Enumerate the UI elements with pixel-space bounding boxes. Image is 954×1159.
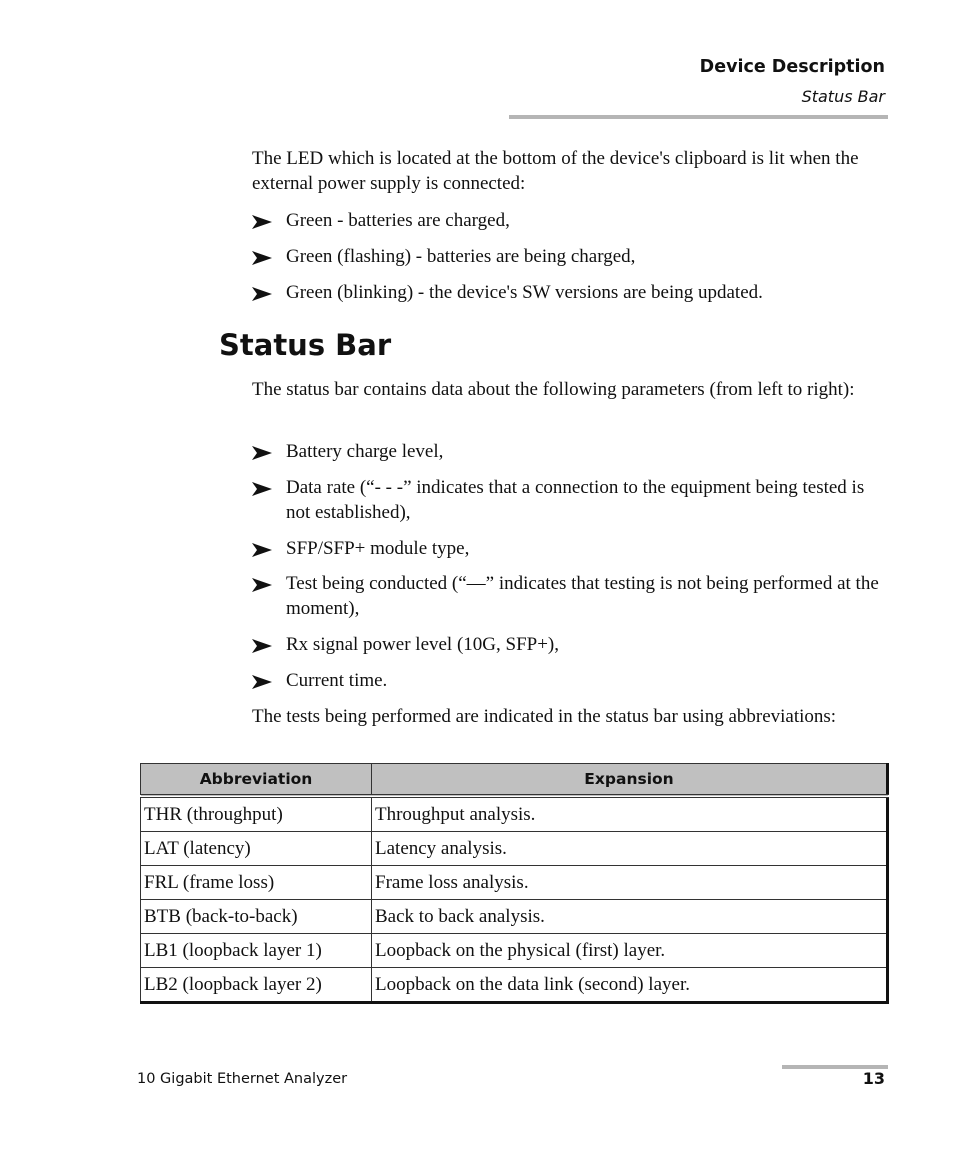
table-cell-abbreviation: LB2 (loopback layer 2) <box>141 968 372 1003</box>
table-row <box>141 900 888 934</box>
list-item <box>252 475 888 525</box>
arrow-bullet-icon <box>252 543 272 557</box>
list-item <box>252 280 888 305</box>
table-cell-expansion: Back to back analysis. <box>372 900 888 934</box>
table-cell-abbreviation: BTB (back-to-back) <box>141 900 372 934</box>
list-item <box>252 208 888 233</box>
table-cell-expansion: Latency analysis. <box>372 832 888 866</box>
column-header-expansion: Expansion <box>372 764 888 797</box>
list-item <box>252 244 888 269</box>
table-cell-abbreviation: LAT (latency) <box>141 832 372 866</box>
bullet-text: Battery charge level, <box>286 441 444 462</box>
table-intro-paragraph: The tests being performed are indicated in the status bar using abbreviations: <box>252 706 837 727</box>
table-header-row <box>141 764 888 797</box>
list-item <box>252 668 888 693</box>
bullet-text: Green (flashing) - batteries are being charged, <box>286 246 636 267</box>
list-item <box>252 632 888 657</box>
table-row <box>141 968 888 1003</box>
bullet-text: Test being conducted (“—” indicates that testing is not being performed at the moment), <box>286 573 879 619</box>
running-header-title: Device Description <box>699 57 885 77</box>
arrow-bullet-icon <box>252 639 272 653</box>
table-row <box>141 934 888 968</box>
arrow-bullet-icon <box>252 251 272 265</box>
arrow-bullet-icon <box>252 287 272 301</box>
bullet-text: SFP/SFP+ module type, <box>286 538 470 559</box>
running-header-subtitle: Status Bar <box>801 87 885 106</box>
bullet-text: Data rate (“- - -” indicates that a connection to the equipment being tested is not established), <box>286 477 865 523</box>
abbreviation-table <box>140 763 889 1004</box>
bullet-text: Green - batteries are charged, <box>286 210 510 231</box>
table-cell-abbreviation: FRL (frame loss) <box>141 866 372 900</box>
table-row <box>141 866 888 900</box>
arrow-bullet-icon <box>252 482 272 496</box>
arrow-bullet-icon <box>252 215 272 229</box>
bullet-text: Rx signal power level (10G, SFP+), <box>286 634 560 655</box>
table-row <box>141 832 888 866</box>
arrow-bullet-icon <box>252 675 272 689</box>
section-paragraph: The status bar contains data about the following parameters (from left to right): <box>252 379 855 400</box>
arrow-bullet-icon <box>252 446 272 460</box>
table-cell-expansion: Loopback on the physical (first) layer. <box>372 934 888 968</box>
footer-product-name: 10 Gigabit Ethernet Analyzer <box>137 1071 348 1087</box>
table-row <box>141 796 888 832</box>
intro-paragraph: The LED which is located at the bottom of the device's clipboard is lit when the external power supply is connected: <box>252 148 859 194</box>
table-cell-expansion: Loopback on the data link (second) layer. <box>372 968 888 1003</box>
list-item <box>252 439 888 464</box>
list-item <box>252 571 888 621</box>
list-item <box>252 536 888 561</box>
bullet-text: Green (blinking) - the device's SW versions are being updated. <box>286 282 763 303</box>
page-number: 13 <box>862 1069 885 1088</box>
table-cell-abbreviation: LB1 (loopback layer 1) <box>141 934 372 968</box>
header-rule <box>509 115 888 119</box>
arrow-bullet-icon <box>252 578 272 592</box>
table-cell-expansion: Frame loss analysis. <box>372 866 888 900</box>
section-heading: Status Bar <box>219 328 392 362</box>
table-cell-abbreviation: THR (throughput) <box>141 796 372 832</box>
table-cell-expansion: Throughput analysis. <box>372 796 888 832</box>
column-header-abbreviation: Abbreviation <box>141 764 372 797</box>
bullet-text: Current time. <box>286 670 388 691</box>
